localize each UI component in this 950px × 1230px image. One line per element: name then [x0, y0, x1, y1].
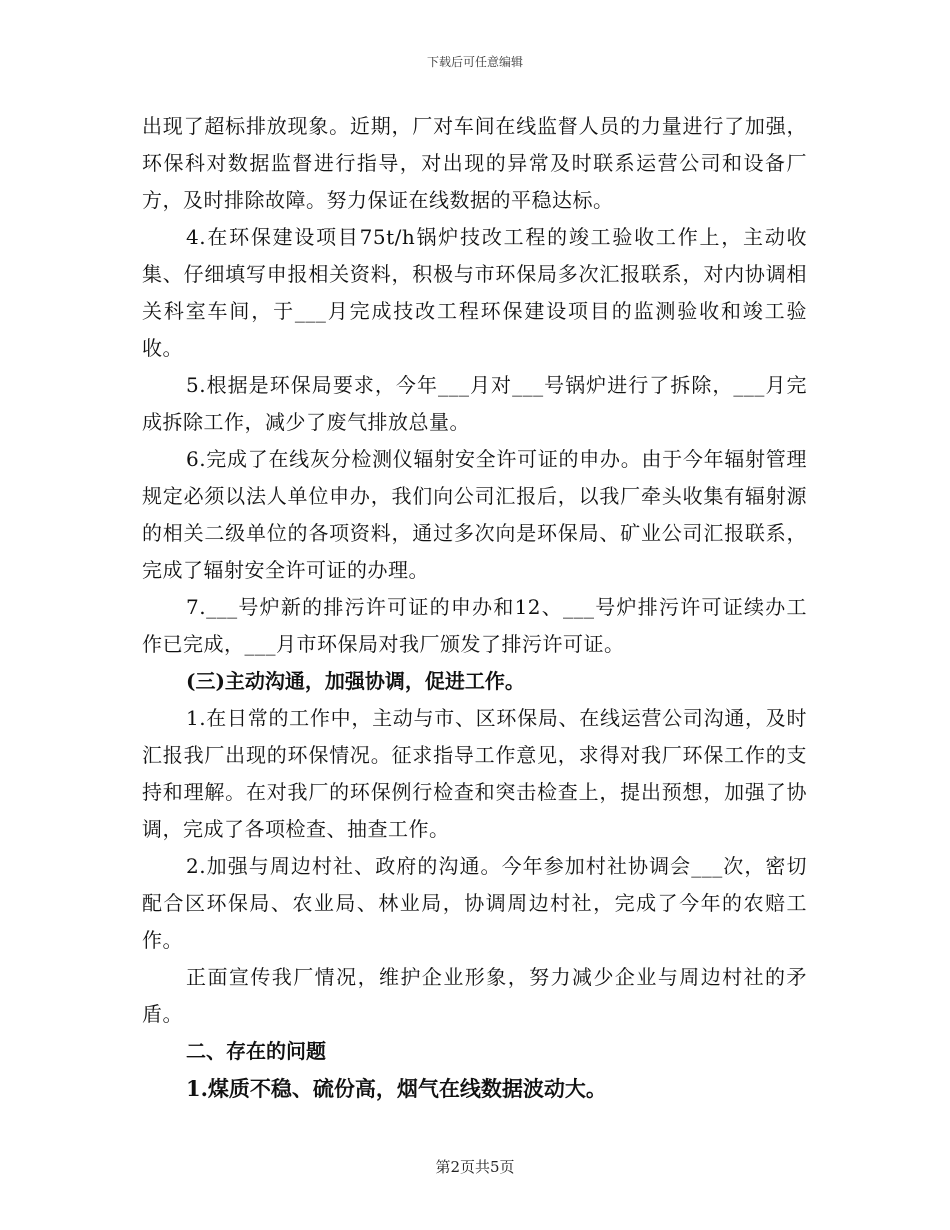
paragraph-continuation: 出现了超标排放现象。近期，厂对车间在线监督人员的力量进行了加强，环保科对数据监督进行指导，对出现的异常及时联系运营公司和设备厂方，及时排除故障。努力保证在线数据的平稳达标。 [142, 114, 807, 212]
paragraph-communication-1: 1.在日常的工作中，主动与市、区环保局、在线运营公司沟通，及时汇报我厂出现的环保情况。征求指导工作意见，求得对我厂环保工作的支持和理解。在对我厂的环保例行检查和突击检查上，提出预想，加强了协调，完成了各项检查、抽查工作。 [142, 706, 807, 841]
section-heading-problems: 二、存在的问题 [186, 1039, 326, 1063]
page-number: 第2页共5页 [435, 1158, 515, 1176]
download-editable-note: 下载后可任意编辑 [426, 55, 523, 69]
paragraph-item-5: 5.根据是环保局要求，今年___月对___号锅炉进行了拆除，___月完成拆除工作，减少了废气排放总量。 [142, 373, 807, 434]
paragraph-publicity: 正面宣传我厂情况，维护企业形象，努力减少企业与周边村社的矛盾。 [142, 965, 807, 1026]
problem-item-1: 1.煤质不稳、硫份高，烟气在线数据波动大。 [186, 1076, 607, 1101]
section-heading-3: (三)主动沟通，加强协调，促进工作。 [186, 669, 525, 693]
paragraph-item-4: 4.在环保建设项目75t/h锅炉技改工程的竣工验收工作上，主动收集、仔细填写申报相关资料，积极与市环保局多次汇报联系，对内协调相关科室车间，于___月完成技改工程环保建设项目的监测验收和竣工验收。 [142, 225, 807, 360]
paragraph-item-7: 7.___号炉新的排污许可证的申办和12、___号炉排污许可证续办工作已完成，___月市环保局对我厂颁发了排污许可证。 [142, 595, 807, 656]
paragraph-communication-2: 2.加强与周边村社、政府的沟通。今年参加村社协调会___次，密切配合区环保局、农业局、林业局，协调周边村社，完成了今年的农赔工作。 [142, 854, 807, 952]
paragraph-item-6: 6.完成了在线灰分检测仪辐射安全许可证的申办。由于今年辐射管理规定必须以法人单位申办，我们向公司汇报后，以我厂牵头收集有辐射源的相关二级单位的各项资料，通过多次向是环保局、矿业公司汇报联系，完成了辐射安全许可证的办理。 [142, 447, 807, 582]
document-body [142, 108, 807, 1108]
